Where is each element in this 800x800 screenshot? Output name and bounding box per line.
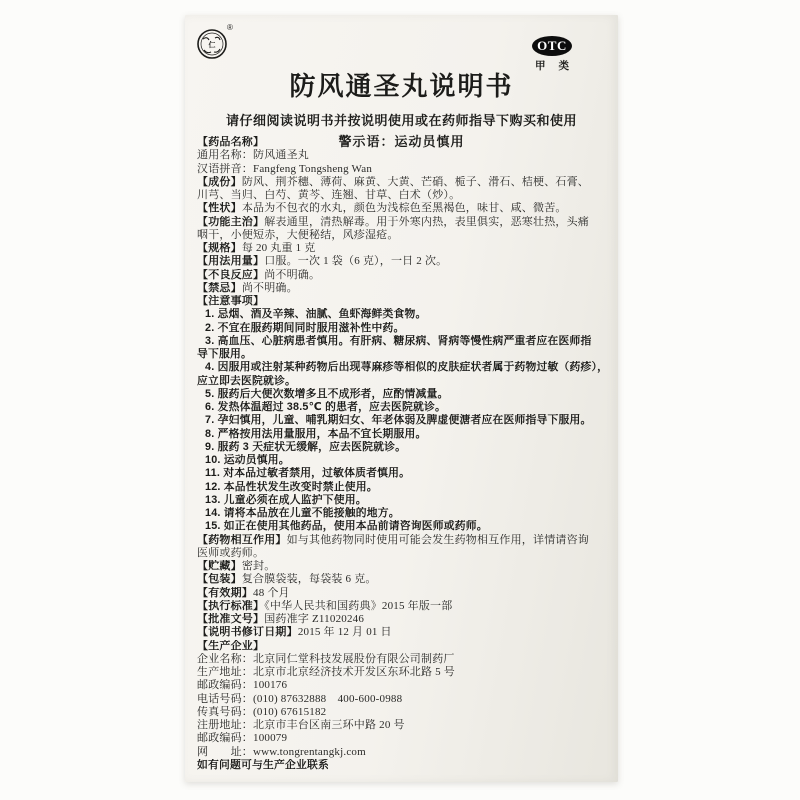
leaflet-line bbox=[197, 322, 616, 335]
leaflet-text: 13. 儿童必须在成人监护下使用。 bbox=[205, 493, 367, 506]
leaflet-text: 注册地址：北京市丰台区南三环中路 20 号 bbox=[197, 719, 405, 731]
section-heading: 【药品名称】 bbox=[197, 136, 265, 148]
leaflet-text: 4. 因服用或注射某种药物后出现荨麻疹等相似的皮肤症状者属于药物过敏（药疹）， bbox=[205, 361, 609, 374]
svg-text:仁: 仁 bbox=[208, 41, 216, 49]
leaflet-text: 传真号码：(010) 67615182 bbox=[197, 705, 327, 718]
section-heading: 【成份】 bbox=[197, 175, 242, 188]
leaflet-line bbox=[197, 308, 616, 321]
leaflet-line bbox=[197, 388, 616, 401]
leaflet-line bbox=[197, 600, 616, 613]
otc-label: OTC bbox=[532, 36, 572, 56]
leaflet-line bbox=[197, 746, 616, 759]
leaflet-text: 14. 请将本品放在儿童不能接触的地方。 bbox=[205, 507, 400, 519]
leaflet-text: 医师或药师。 bbox=[197, 546, 265, 559]
leaflet-line bbox=[197, 136, 616, 149]
leaflet-text: 7. 孕妇慎用，儿童、哺乳期妇女、年老体弱及脾虚便溏者应在医师指导下服用。 bbox=[205, 414, 592, 427]
leaflet-text: 1. 忌烟、酒及辛辣、油腻、鱼虾海鲜类食物。 bbox=[205, 308, 427, 321]
leaflet-text: 网 址：www.tongrentangkj.com bbox=[197, 745, 366, 758]
leaflet-text: 15. 如正在使用其他药品，使用本品前请咨询医师或药师。 bbox=[205, 520, 488, 533]
leaflet-text: 《中华人民共和国药典》2015 年版一部 bbox=[264, 599, 453, 612]
leaflet-text: 3. 高血压、心脏病患者慎用。有肝病、糖尿病、肾病等慢性病严重者应在医师指 bbox=[205, 334, 592, 347]
leaflet-line bbox=[197, 520, 616, 533]
section-heading: 【生产企业】 bbox=[197, 639, 265, 652]
leaflet-text: 应立即去医院就诊。 bbox=[197, 374, 296, 387]
leaflet-text: 解表通里，清热解毒。用于外寒内热，表里俱实，恶寒壮热，头痛 bbox=[264, 215, 590, 228]
leaflet-text: 如与其他药物同时使用可能会发生药物相互作用，详情请咨询 bbox=[286, 533, 590, 546]
leaflet-line bbox=[197, 679, 616, 692]
page-title: 防风通圣丸说明书 bbox=[289, 72, 514, 101]
leaflet-line bbox=[197, 454, 616, 467]
leaflet-text: 咽干，小便短赤，大便秘结，风疹湿疮。 bbox=[197, 228, 399, 241]
otc-class-label: 甲 类 bbox=[535, 60, 574, 72]
leaflet-line bbox=[197, 335, 616, 348]
leaflet-line bbox=[197, 149, 616, 162]
leaflet-text: 12. 本品性状发生改变时禁止使用。 bbox=[205, 480, 378, 493]
leaflet-text: 如有问题可与生产企业联系 bbox=[197, 758, 329, 771]
leaflet-text: 防风、荆芥穗、薄荷、麻黄、大黄、芒硝、栀子、滑石、桔梗、石膏、 bbox=[241, 175, 590, 188]
leaflet-line bbox=[197, 348, 616, 361]
leaflet-text: 汉语拼音：Fangfeng Tongsheng Wan bbox=[197, 162, 373, 175]
leaflet-text: 尚不明确。 bbox=[241, 281, 298, 294]
leaflet-text: 密封。 bbox=[241, 560, 276, 572]
tongrentang-logo-icon bbox=[195, 25, 239, 65]
leaflet-line bbox=[197, 719, 616, 732]
section-heading: 【禁忌】 bbox=[197, 281, 242, 294]
leaflet-text: 复合膜袋装，每袋装 6 克。 bbox=[241, 573, 377, 586]
leaflet-line bbox=[197, 732, 616, 745]
leaflet-line bbox=[197, 640, 616, 653]
leaflet-line bbox=[197, 613, 616, 626]
leaflet-line bbox=[197, 706, 616, 719]
leaflet-line bbox=[197, 428, 616, 441]
section-heading: 【功能主治】 bbox=[197, 215, 265, 228]
leaflet-text: 川芎、当归、白芍、黄芩、连翘、甘草、白术（炒）。 bbox=[197, 189, 461, 201]
leaflet-line bbox=[197, 666, 616, 679]
leaflet-text: 导下服用。 bbox=[197, 348, 252, 360]
leaflet-line bbox=[197, 653, 616, 666]
leaflet-line bbox=[197, 587, 616, 600]
section-heading: 【有效期】 bbox=[197, 586, 253, 599]
leaflet-line bbox=[197, 202, 616, 215]
leaflet-text: 2015 年 12 月 01 日 bbox=[297, 626, 392, 639]
leaflet-line bbox=[197, 507, 616, 520]
leaflet-line bbox=[197, 401, 616, 414]
section-heading: 【用法用量】 bbox=[197, 255, 265, 268]
leaflet-text: 本品为不包衣的水丸，颜色为浅棕色至黑褐色，味甘、咸、微苦。 bbox=[241, 202, 567, 215]
read-instruction-line: 请仔细阅读说明书并按说明使用或在药师指导下购买和使用 bbox=[225, 113, 577, 128]
section-heading: 【批准文号】 bbox=[197, 613, 265, 625]
section-heading: 【说明书修订日期】 bbox=[197, 626, 298, 639]
leaflet-line bbox=[197, 547, 616, 560]
leaflet-text: 企业名称：北京同仁堂科技发展股份有限公司制药厂 bbox=[197, 652, 455, 665]
section-heading: 【性状】 bbox=[197, 202, 242, 215]
leaflet-line bbox=[197, 255, 616, 268]
leaflet-line bbox=[197, 573, 616, 586]
section-heading: 【包装】 bbox=[197, 573, 242, 586]
leaflet-text: 通用名称：防风通圣丸 bbox=[197, 149, 309, 162]
section-heading: 【不良反应】 bbox=[197, 268, 265, 281]
leaflet-text: 6. 发热体温超过 38.5℃ 的患者，应去医院就诊。 bbox=[205, 401, 447, 413]
leaflet-line bbox=[197, 282, 616, 295]
leaflet-text: 邮政编码：100079 bbox=[197, 732, 288, 745]
leaflet-text: 每 20 丸重 1 克 bbox=[241, 242, 316, 254]
leaflet-text: 2. 不宜在服药期间同时服用滋补性中药。 bbox=[205, 321, 405, 334]
leaflet-line bbox=[197, 176, 616, 189]
leaflet-line bbox=[197, 189, 616, 202]
leaflet-line bbox=[197, 295, 616, 308]
leaflet-line bbox=[197, 229, 616, 242]
leaflet-line bbox=[197, 375, 616, 388]
warning-line: 警示语：运动员慎用 bbox=[338, 134, 465, 149]
leaflet-line bbox=[197, 693, 616, 706]
leaflet-line bbox=[197, 216, 616, 229]
leaflet-line bbox=[197, 361, 616, 374]
section-heading: 【注意事项】 bbox=[197, 295, 265, 307]
section-heading: 【药物相互作用】 bbox=[197, 533, 287, 546]
leaflet-text: 电话号码：(010) 87632888 400-600-0988 bbox=[197, 692, 403, 705]
leaflet-text: 10. 运动员慎用。 bbox=[205, 454, 290, 466]
leaflet-text: 邮政编码：100176 bbox=[197, 679, 288, 692]
leaflet-text: 5. 服药后大便次数增多且不成形者，应酌情减量。 bbox=[205, 387, 449, 400]
section-heading: 【贮藏】 bbox=[197, 560, 242, 572]
leaflet-line bbox=[197, 481, 616, 494]
leaflet-text: 9. 服药 3 天症状无缓解，应去医院就诊。 bbox=[205, 440, 407, 453]
leaflet-text: 11. 对本品过敏者禁用，过敏体质者慎用。 bbox=[205, 467, 411, 480]
leaflet-text: 国药准字 Z11020246 bbox=[264, 613, 365, 625]
leaflet-text: 8. 严格按用法用量服用，本品不宜长期服用。 bbox=[205, 427, 427, 440]
otc-badge bbox=[530, 36, 574, 73]
leaflet-line bbox=[197, 441, 616, 454]
leaflet-text: 尚不明确。 bbox=[264, 268, 321, 281]
section-heading: 【执行标准】 bbox=[197, 599, 265, 612]
leaflet-line bbox=[197, 163, 616, 176]
leaflet-line bbox=[197, 494, 616, 507]
leaflet-line bbox=[197, 759, 616, 772]
leaflet-line bbox=[197, 242, 616, 255]
leaflet-text: 生产地址：北京市北京经济技术开发区东环北路 5 号 bbox=[197, 666, 455, 678]
registered-mark-icon: ® bbox=[227, 23, 233, 32]
section-heading: 【规格】 bbox=[197, 242, 242, 254]
leaflet-line bbox=[197, 560, 616, 573]
leaflet-text: 48 个月 bbox=[253, 586, 290, 599]
leaflet-line bbox=[197, 467, 616, 480]
leaflet-line bbox=[197, 626, 616, 639]
leaflet-text: 口服。一次 1 袋（6 克），一日 2 次。 bbox=[264, 255, 448, 268]
leaflet-paper bbox=[185, 15, 618, 782]
leaflet-body bbox=[197, 136, 616, 772]
leaflet-line bbox=[197, 414, 616, 427]
leaflet-line bbox=[197, 269, 616, 282]
leaflet-line bbox=[197, 534, 616, 547]
